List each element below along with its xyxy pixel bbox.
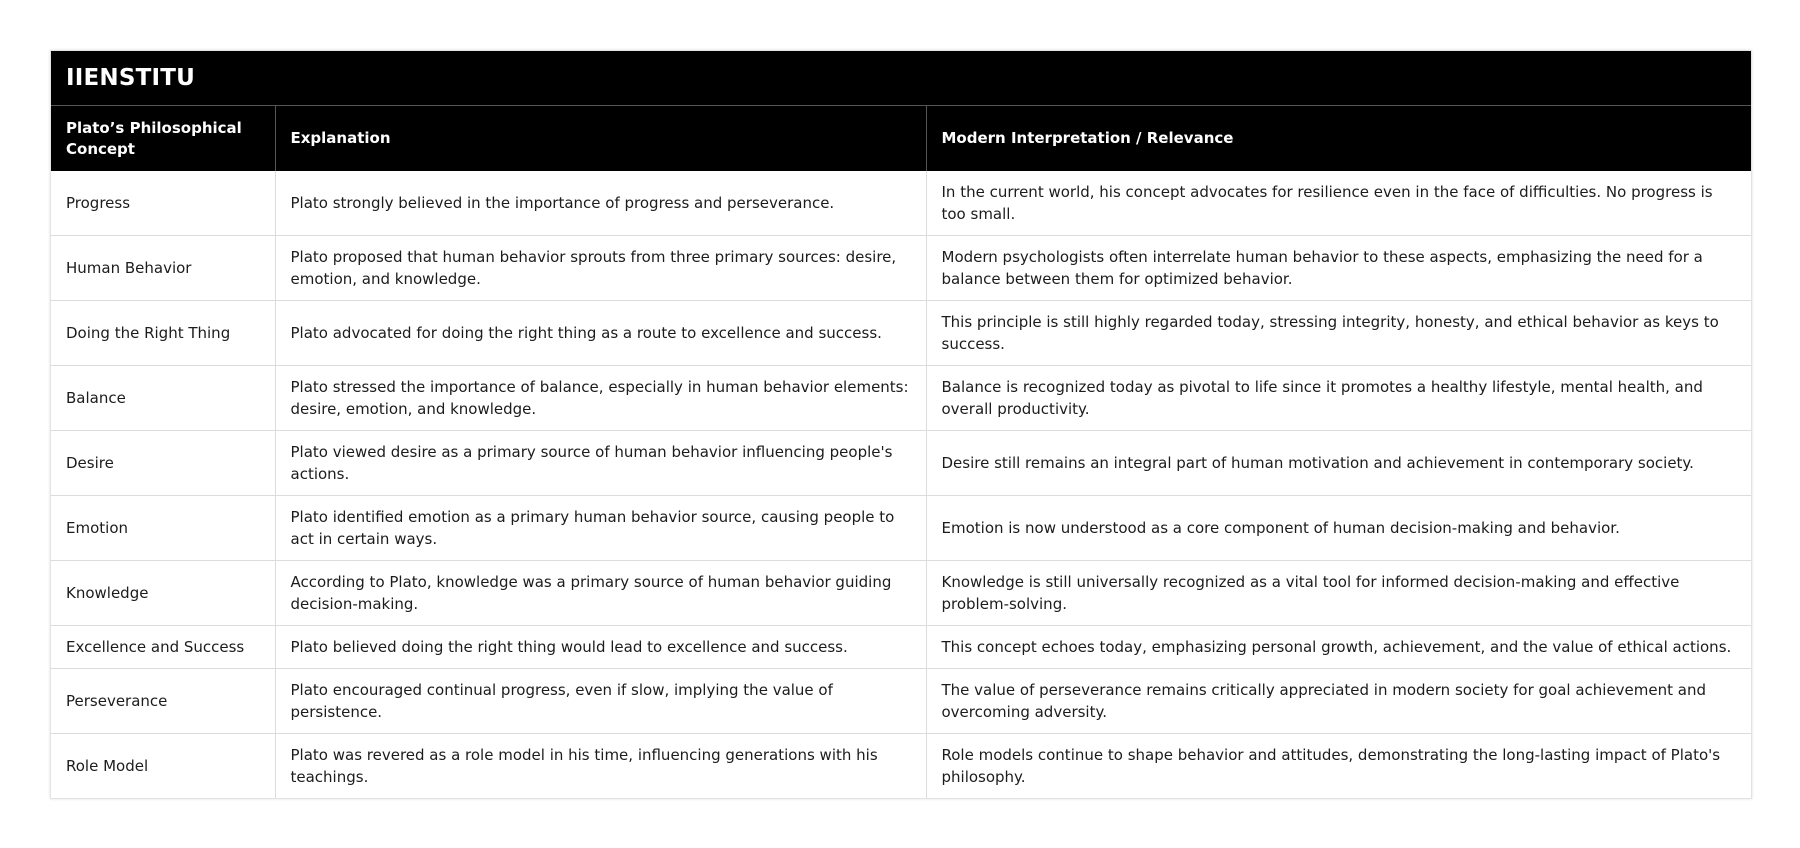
table-row bbox=[51, 561, 1751, 626]
concept-cell: Emotion bbox=[51, 496, 275, 561]
concept-cell: Desire bbox=[51, 431, 275, 496]
table-row bbox=[51, 496, 1751, 561]
header-explanation: Explanation bbox=[275, 106, 926, 171]
explanation-cell: Plato believed doing the right thing would lead to excellence and success. bbox=[275, 626, 926, 669]
header-concept: Plato’s Philosophical Concept bbox=[51, 106, 275, 171]
relevance-cell: The value of perseverance remains critically appreciated in modern society for goal achievement and overcoming adversity. bbox=[926, 669, 1751, 734]
relevance-cell: Desire still remains an integral part of human motivation and achievement in contemporary society. bbox=[926, 431, 1751, 496]
table-row bbox=[51, 171, 1751, 236]
explanation-cell: Plato identified emotion as a primary human behavior source, causing people to act in certain ways. bbox=[275, 496, 926, 561]
concept-cell: Balance bbox=[51, 366, 275, 431]
concept-cell: Role Model bbox=[51, 734, 275, 799]
explanation-cell: Plato proposed that human behavior sprouts from three primary sources: desire, emotion, and knowledge. bbox=[275, 236, 926, 301]
concepts-table bbox=[51, 106, 1751, 798]
relevance-cell: Role models continue to shape behavior and attitudes, demonstrating the long-lasting impact of Plato's philosophy. bbox=[941, 746, 1721, 786]
table-row bbox=[51, 626, 1751, 669]
concept-cell: Doing the Right Thing bbox=[51, 301, 275, 366]
explanation-cell: According to Plato, knowledge was a primary source of human behavior guiding decision-making. bbox=[275, 561, 926, 626]
explanation-cell: Plato was revered as a role model in his time, influencing generations with his teachings. bbox=[275, 734, 926, 799]
concept-cell: Knowledge bbox=[51, 561, 275, 626]
header-row bbox=[51, 106, 1751, 171]
table-body bbox=[51, 171, 1751, 798]
table-header bbox=[51, 106, 1751, 171]
brand-title: IIENSTITU bbox=[51, 51, 1751, 106]
relevance-cell: Knowledge is still universally recognized as a vital tool for informed decision-making and effective problem-solving. bbox=[926, 561, 1751, 626]
explanation-cell: Plato stressed the importance of balance, especially in human behavior elements: desire, emotion, and knowledge. bbox=[275, 366, 926, 431]
relevance-cell: Emotion is now understood as a core component of human decision-making and behavior. bbox=[926, 496, 1751, 561]
concept-cell: Human Behavior bbox=[51, 236, 275, 301]
content-card bbox=[50, 50, 1752, 799]
table-row bbox=[51, 734, 1751, 799]
relevance-cell: Modern psychologists often interrelate human behavior to these aspects, emphasizing the need for a balance between them for optimized behavior. bbox=[926, 236, 1751, 301]
explanation-cell: Plato viewed desire as a primary source of human behavior influencing people's actions. bbox=[275, 431, 926, 496]
concept-cell: Progress bbox=[51, 171, 275, 236]
explanation-cell: Plato strongly believed in the importance of progress and perseverance. bbox=[275, 171, 926, 236]
explanation-cell: Plato advocated for doing the right thing as a route to excellence and success. bbox=[275, 301, 926, 366]
table-row bbox=[51, 301, 1751, 366]
concept-cell: Perseverance bbox=[51, 669, 275, 734]
relevance-cell: In the current world, his concept advocates for resilience even in the face of difficulties. No progress is too small. bbox=[926, 171, 1751, 236]
table-row bbox=[51, 431, 1751, 496]
relevance-cell: This concept echoes today, emphasizing personal growth, achievement, and the value of ethical actions. bbox=[926, 626, 1751, 669]
table-row bbox=[51, 669, 1751, 734]
relevance-cell: This principle is still highly regarded today, stressing integrity, honesty, and ethical behavior as keys to success. bbox=[926, 301, 1751, 366]
header-modern-relevance: Modern Interpretation / Relevance bbox=[926, 106, 1751, 171]
relevance-cell: Balance is recognized today as pivotal to life since it promotes a healthy lifestyle, mental health, and overall productivity. bbox=[926, 366, 1751, 431]
table-row bbox=[51, 236, 1751, 301]
table-row bbox=[51, 366, 1751, 431]
explanation-cell: Plato encouraged continual progress, even if slow, implying the value of persistence. bbox=[275, 669, 926, 734]
concept-cell: Excellence and Success bbox=[51, 626, 275, 669]
